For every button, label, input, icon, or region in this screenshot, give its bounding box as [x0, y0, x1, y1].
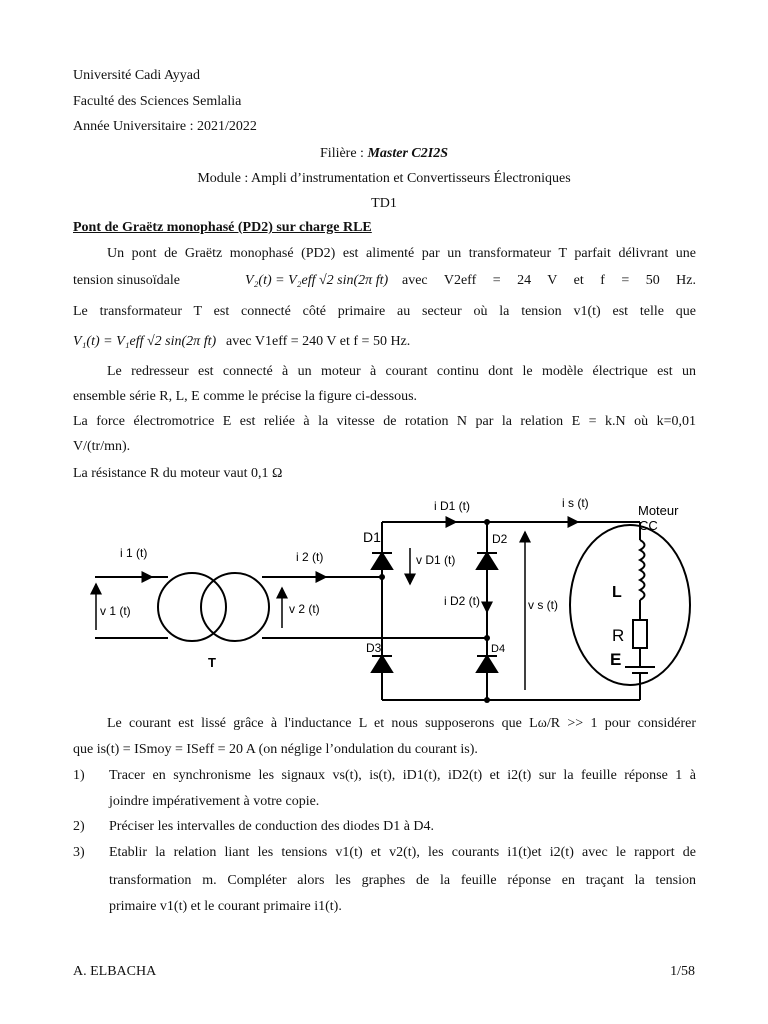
- page-number: 1/58: [670, 964, 695, 979]
- module-name: Module : Ampli d’instrumentation et Convertisseurs Électroniques: [197, 171, 571, 186]
- label-i2: i 2 (t): [296, 550, 324, 564]
- label-v2: v 2 (t): [289, 602, 320, 616]
- label-d4: D4: [491, 643, 506, 655]
- label-is: i s (t): [562, 496, 589, 510]
- p2-line1: Le redresseur est connecté à un moteur à courant continu dont le modèle électrique est un: [107, 364, 696, 379]
- label-id2: i D2 (t): [444, 594, 480, 608]
- p2-line3: La force électromotrice E est reliée à la vitesse de rotation N par la relation E = k.N où k=0,01: [73, 414, 696, 429]
- label-cc: CC: [639, 518, 658, 533]
- label-d1: D1: [363, 529, 381, 545]
- p2-line4: V/(tr/mn).: [73, 439, 131, 454]
- q3-line1: Etablir la relation liant les tensions v1(t) et v2(t), les courants i1(t)et i2(t) avec le rapport de: [109, 845, 696, 860]
- formula-v2: V₂(t) = V₂eff √2 sin(2π ft): [245, 273, 389, 288]
- label-d3: D3: [366, 641, 382, 655]
- p2-line2: ensemble série R, L, E comme le précise la figure ci-dessous.: [73, 389, 418, 404]
- label-d2: D2: [492, 532, 508, 546]
- q3-line2: transformation m. Compléter alors les graphes de la feuille réponse en traçant la tension: [109, 873, 696, 888]
- p3-line1: Le courant est lissé grâce à l'inductance L et nous supposerons que Lω/R >> 1 pour considérer: [107, 716, 696, 731]
- q3-line3: primaire v1(t) et le courant primaire i1(t).: [109, 899, 342, 914]
- filiere-label: Filière :: [320, 146, 368, 161]
- label-inductance: L: [612, 584, 622, 601]
- label-emf: E: [610, 650, 622, 669]
- p1-line2b: avec V2eff = 24 V et f = 50 Hz.: [402, 273, 696, 288]
- label-v1: v 1 (t): [100, 604, 131, 618]
- section-title: Pont de Graëtz monophasé (PD2) sur charge RLE: [73, 220, 372, 235]
- td-number: TD1: [371, 196, 397, 211]
- label-transformer: T: [208, 655, 216, 670]
- formula-v1: V₁(t) = V₁eff √2 sin(2π ft): [73, 334, 217, 349]
- q3-number: 3): [73, 845, 85, 860]
- q1-line1: Tracer en synchronisme les signaux vs(t), is(t), iD1(t), iD2(t) et i2(t) sur la feuille réponse 1 à: [109, 768, 696, 783]
- q1-line2: joindre impérativement à votre copie.: [109, 794, 320, 809]
- p1-line1: Un pont de Graëtz monophasé (PD2) est alimenté par un transformateur T parfait délivrant une: [107, 246, 696, 261]
- p2-line5: La résistance R du moteur vaut 0,1 Ω: [73, 466, 283, 481]
- p1-line3: Le transformateur T est connecté côté primaire au secteur où la tension v1(t) est telle que: [73, 304, 696, 319]
- label-resistance: R: [612, 626, 625, 645]
- label-vs: v s (t): [528, 598, 558, 612]
- filiere-value: Master C2I2S: [367, 146, 448, 161]
- pd2-circuit-diagram: [0, 490, 768, 710]
- filiere: [0, 146, 768, 162]
- academic-year: Année Universitaire : 2021/2022: [73, 119, 257, 134]
- label-moteur: Moteur: [638, 503, 679, 518]
- label-id1: i D1 (t): [434, 499, 470, 513]
- faculty-name: Faculté des Sciences Semlalia: [73, 94, 242, 109]
- university-name: Université Cadi Ayyad: [73, 68, 201, 83]
- footer-author: A. ELBACHA: [73, 964, 157, 979]
- q2-line1: Préciser les intervalles de conduction des diodes D1 à D4.: [109, 819, 435, 834]
- label-i1: i 1 (t): [120, 546, 148, 560]
- label-vd1: v D1 (t): [416, 553, 456, 567]
- p1-line4: avec V1eff = 240 V et f = 50 Hz.: [226, 334, 411, 349]
- q1-number: 1): [73, 768, 85, 783]
- q2-number: 2): [73, 819, 85, 834]
- p3-line2: que is(t) = ISmoy = ISeff = 20 A (on néglige l’ondulation du courant is).: [73, 742, 478, 757]
- p1-line2a: tension sinusoïdale: [73, 273, 180, 288]
